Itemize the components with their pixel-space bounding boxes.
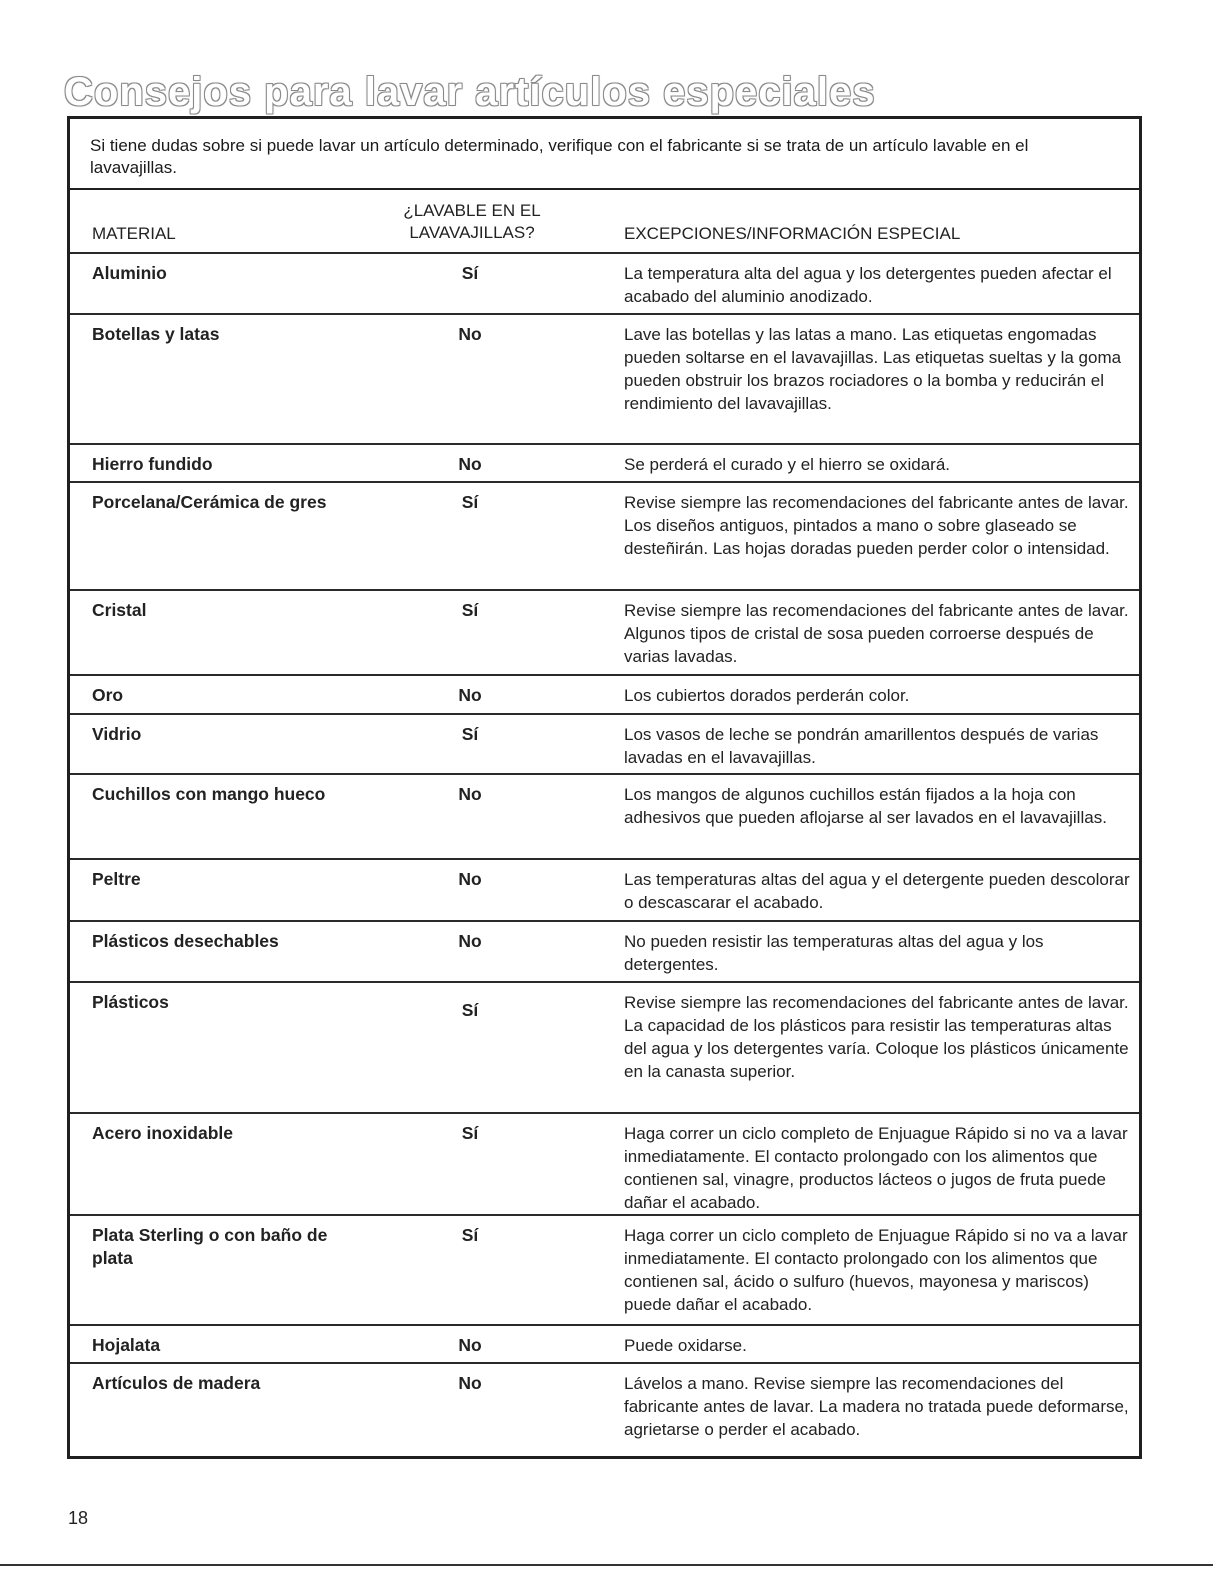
info-cell: Revise siempre las recomendaciones del fabricante antes de lavar. Los diseños antiguos, pintados a mano o sobre glaseado se desteñirán. Las hojas doradas pueden perder color o intensidad. [624,493,1129,558]
info-cell: Las temperaturas altas del agua y el detergente pueden descolorar o descascarar el acabado. [624,870,1130,912]
info-cell: Los mangos de algunos cuchillos están fijados a la hoja con adhesivos que pueden aflojarse al ser lavados en el lavavajillas. [624,785,1107,827]
material-cell: Plásticos desechables [92,931,279,951]
washable-cell: Sí [461,1123,479,1143]
info-cell: Se perderá el curado y el hierro se oxidará. [624,455,951,474]
table-row [70,445,1139,483]
table-row [70,676,1139,715]
table-row [70,1114,1139,1216]
washable-cell: No [458,869,482,889]
material-cell: Aluminio [92,263,167,283]
info-cell: Revise siempre las recomendaciones del fabricante antes de lavar. La capacidad de los plásticos para resistir las temperaturas altas del agua y los detergentes varía. Coloque los plásticos únicamente en la canasta superior. [624,993,1129,1081]
table-row [70,983,1139,1114]
table-header-row [70,190,1139,254]
material-cell: Hojalata [92,1335,161,1355]
info-cell: La temperatura alta del agua y los detergentes pueden afectar el acabado del aluminio anodizado. [624,264,1112,306]
header-washable-line2: LAVAVAJILLAS? [409,223,535,242]
info-cell: Lávelos a mano. Revise siempre las recomendaciones del fabricante antes de lavar. La madera no tratada puede deformarse, agrietarse o perder el acabado. [624,1374,1129,1439]
washable-cell: Sí [461,1225,479,1245]
material-cell: Hierro fundido [92,454,213,474]
header-washable-line1: ¿LAVABLE EN EL [403,201,541,220]
washable-cell: Sí [461,263,479,283]
washable-cell: No [458,784,482,804]
washable-cell: Sí [461,724,479,744]
material-cell: Plata Sterling o con baño de plata [92,1225,328,1268]
header-washable [372,200,572,244]
washable-cell: Sí [461,492,479,512]
material-cell: Vidrio [92,724,142,744]
table-row [70,715,1139,775]
material-cell: Botellas y latas [92,324,220,344]
material-cell: Oro [92,685,124,705]
washable-cell: No [458,1335,482,1355]
info-cell: Revise siempre las recomendaciones del fabricante antes de lavar. Algunos tipos de cristal de sosa pueden corroerse después de varias lavadas. [624,601,1129,666]
info-cell: Los vasos de leche se pondrán amarillentos después de varias lavadas en el lavavajillas. [624,725,1099,767]
material-cell: Peltre [92,869,141,889]
material-cell: Plásticos [92,992,169,1012]
table-row [70,922,1139,983]
table-row [70,254,1139,315]
table-row [70,591,1139,676]
material-cell: Artículos de madera [92,1373,261,1393]
bottom-rule [0,1564,1213,1566]
table-row [70,860,1139,922]
page-number: 18 [68,1508,89,1528]
page-title: Consejos para lavar artículos especiales [64,70,876,114]
material-cell: Cuchillos con mango hueco [92,784,326,804]
washable-cell: No [458,324,482,344]
table-row [70,775,1139,860]
washable-cell: Sí [461,1000,479,1020]
intro-text: Si tiene dudas sobre si puede lavar un artículo determinado, verifique con el fabricante si se trata de un artículo lavable en el lavavajillas. [70,119,1139,190]
washable-cell: No [458,454,482,474]
washable-cell: No [458,931,482,951]
washable-cell: Sí [461,600,479,620]
washable-cell: No [458,1373,482,1393]
header-exceptions: EXCEPCIONES/INFORMACIÓN ESPECIAL [624,224,961,243]
info-cell: Haga correr un ciclo completo de Enjuague Rápido si no va a lavar inmediatamente. El contacto prolongado con los alimentos que contienen sal, vinagre, productos lácteos o jugos de fruta puede dañar el acabado. [624,1124,1128,1212]
info-cell: Lave las botellas y las latas a mano. Las etiquetas engomadas pueden soltarse en el lavavajillas. Las etiquetas sueltas y la goma pueden obstruir los brazos rociadores o la bomba y reducirán el rendimiento del lavavajillas. [624,325,1122,413]
header-material: MATERIAL [92,224,176,243]
info-cell: No pueden resistir las temperaturas altas del agua y los detergentes. [624,932,1044,974]
washable-cell: No [458,685,482,705]
info-cell: Puede oxidarse. [624,1336,747,1355]
table-row [70,1326,1139,1364]
special-items-table [67,116,1142,1459]
info-cell: Haga correr un ciclo completo de Enjuague Rápido si no va a lavar inmediatamente. El contacto prolongado con los alimentos que contienen sal, ácido o sulfuro (huevos, mayonesa y mariscos) puede dañar el acabado. [624,1226,1128,1314]
material-cell: Cristal [92,600,147,620]
table-row [70,483,1139,591]
table-row [70,1364,1139,1456]
material-cell: Acero inoxidable [92,1123,234,1143]
material-cell: Porcelana/Cerámica de gres [92,492,327,512]
table-row [70,1216,1139,1326]
table-row [70,315,1139,445]
info-cell: Los cubiertos dorados perderán color. [624,686,910,705]
